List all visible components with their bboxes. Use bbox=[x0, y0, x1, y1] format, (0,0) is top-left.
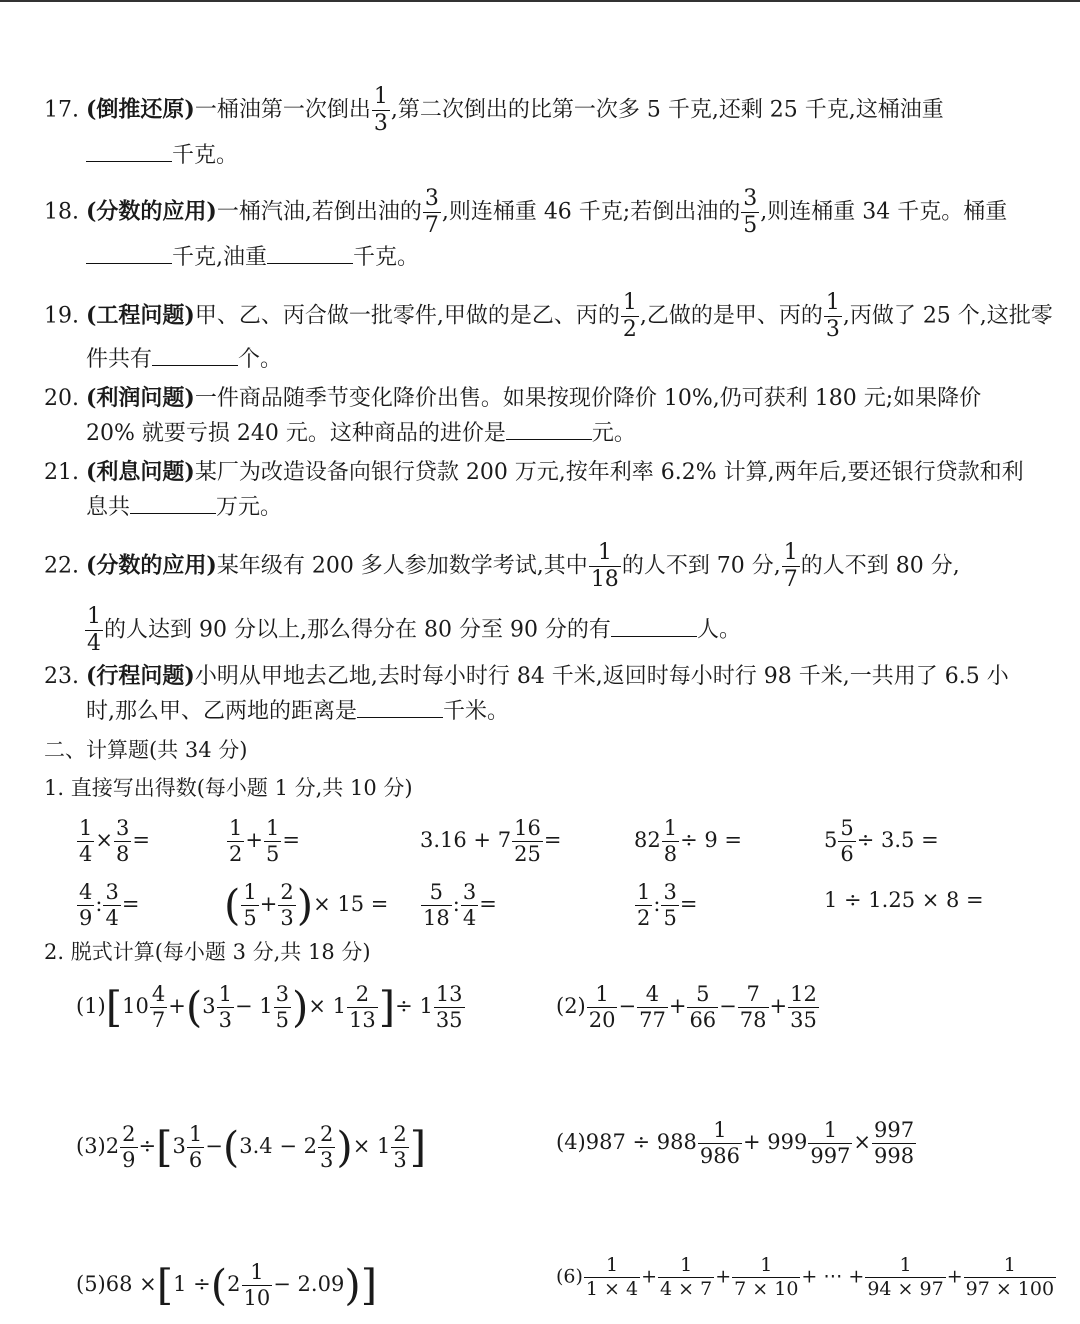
problem-text: 万元。 bbox=[216, 495, 283, 520]
fraction: $\frac{1}{4 \times 7}$ bbox=[660, 1254, 713, 1300]
fraction: $\frac{1}{18}$ bbox=[590, 540, 619, 592]
problem-22-line2 bbox=[84, 606, 741, 655]
problem-text: 的人不到 80 分, bbox=[800, 553, 960, 579]
problem-text: 的人不到 70 分, bbox=[621, 553, 781, 579]
fraction: $\frac{5}{18}$ bbox=[423, 880, 450, 930]
problem-21-line1 bbox=[44, 456, 1024, 489]
problem-20-line2 bbox=[86, 418, 636, 450]
problem-tag: (倒推还原) bbox=[86, 96, 195, 123]
problem-text: 千克。 bbox=[353, 245, 420, 270]
problem-18-line2 bbox=[86, 242, 419, 274]
problem-tag: (利润问题) bbox=[86, 385, 195, 411]
fraction: $\frac{1}{6}$ bbox=[188, 1122, 203, 1172]
oral-expression: 1 ÷ 1.25 × 8 = bbox=[824, 888, 984, 912]
problem-text: 的人达到 90 分以上,那么得分在 80 分至 90 分的有 bbox=[104, 617, 611, 643]
calc-expression-5: (5)68 ×[1 ÷(2 $\frac{1}{10}$ − 2.09)] bbox=[76, 1260, 378, 1310]
answer-blank[interactable] bbox=[506, 419, 592, 440]
fraction: $\frac{7}{78}$ bbox=[739, 982, 767, 1032]
calc-expression-4: (4)987 ÷ 988 $\frac{1}{986}$ + 999 $\frac{1}{997}$ × $\frac{997}{998}$ bbox=[556, 1118, 915, 1168]
problem-number: 19. bbox=[44, 303, 79, 329]
problem-text: ,乙做的是甲、丙的 bbox=[639, 303, 823, 329]
fraction: $\frac{1}{997}$ bbox=[810, 1118, 851, 1168]
problem-tag: (分数的应用) bbox=[86, 198, 217, 225]
fraction: $\frac{1}{2}$ bbox=[637, 880, 651, 930]
problem-text: 一桶汽油,若倒出油的 bbox=[216, 199, 422, 225]
fraction: $\frac{13}{35}$ bbox=[435, 982, 463, 1032]
answer-blank[interactable] bbox=[86, 141, 172, 162]
problem-17-line1 bbox=[44, 86, 944, 135]
problem-text: 件共有 bbox=[86, 347, 153, 372]
problem-text: 一桶油第一次倒出 bbox=[194, 97, 371, 123]
fraction: $\frac{4}{9}$ bbox=[79, 880, 93, 930]
problem-number: 23. bbox=[44, 664, 79, 689]
fraction: $\frac{12}{35}$ bbox=[790, 982, 817, 1032]
answer-blank[interactable] bbox=[267, 243, 353, 264]
fraction: $\frac{997}{998}$ bbox=[874, 1118, 915, 1168]
problem-text: 个。 bbox=[238, 347, 283, 372]
fraction: $\frac{16}{25}$ bbox=[514, 816, 541, 866]
oral-expression: ( $\frac{1}{5}$ + $\frac{2}{3}$ )× 15 = bbox=[224, 880, 389, 930]
problem-21-line2 bbox=[86, 492, 282, 524]
oral-expression: $\frac{1}{4}$ × $\frac{3}{8}$ = bbox=[79, 816, 150, 866]
problem-20-line1 bbox=[44, 382, 981, 415]
fraction: $\frac{3}{5}$ bbox=[275, 982, 290, 1032]
oral-expression: $\frac{1}{2}$ : $\frac{3}{5}$ = bbox=[637, 880, 698, 930]
oral-expression: 82 $\frac{1}{8}$ ÷ 9 = bbox=[634, 816, 743, 866]
fraction: $\frac{5}{6}$ bbox=[840, 816, 854, 866]
problem-text: 人。 bbox=[696, 617, 741, 643]
problem-18-line1 bbox=[44, 188, 1007, 237]
oral-expression: 5 $\frac{5}{6}$ ÷ 3.5 = bbox=[824, 816, 939, 866]
problem-text: 千克,油重 bbox=[172, 245, 267, 270]
calc-expression-2: (2) $\frac{1}{20}$ − $\frac{4}{77}$ + $\frac{5}{66}$ − $\frac{7}{78}$ + $\frac{12}{35}$ bbox=[556, 982, 817, 1032]
fraction: $\frac{4}{7}$ bbox=[151, 982, 166, 1032]
problem-text: 息共 bbox=[86, 495, 131, 520]
fraction: $\frac{3}{7}$ bbox=[424, 186, 439, 238]
fraction: $\frac{4}{77}$ bbox=[639, 982, 666, 1032]
problem-23-line2 bbox=[86, 696, 509, 728]
fraction: $\frac{3}{8}$ bbox=[115, 816, 130, 866]
calc-expression-1: (1)[10 $\frac{4}{7}$ +(3 $\frac{1}{3}$ − 1 $\frac{3}{5}$ )× 1 $\frac{2}{13}$ ]÷ 1 $\frac{13}{35}$ bbox=[76, 982, 463, 1032]
fraction: $\frac{1}{7 \times 10}$ bbox=[734, 1254, 799, 1300]
problem-text: 时,那么甲、乙两地的距离是 bbox=[86, 699, 357, 724]
problem-text: 千克。 bbox=[172, 143, 239, 168]
fraction: $\frac{1}{3}$ bbox=[373, 84, 388, 136]
problem-19-line1 bbox=[44, 292, 1053, 341]
problem-text: 20% 就要亏损 240 元。这种商品的进价是 bbox=[86, 421, 506, 446]
fraction: $\frac{1}{2}$ bbox=[229, 816, 243, 866]
fraction: $\frac{1}{5}$ bbox=[243, 880, 257, 930]
problem-number: 17. bbox=[44, 97, 79, 123]
problem-tag: (分数的应用) bbox=[86, 552, 217, 579]
fraction: $\frac{1}{97 \times 100}$ bbox=[965, 1254, 1055, 1300]
top-border bbox=[0, 0, 1080, 2]
problem-text: ,则连桶重 46 千克;若倒出油的 bbox=[441, 199, 741, 225]
fraction: $\frac{3}{5}$ bbox=[743, 186, 758, 238]
fraction: $\frac{2}{13}$ bbox=[349, 982, 376, 1032]
fraction: $\frac{1}{8}$ bbox=[663, 816, 678, 866]
oral-expression: $\frac{1}{2}$ + $\frac{1}{5}$ = bbox=[229, 816, 300, 866]
calc-expression-6: (6) $\frac{1}{1 \times 4}$ + $\frac{1}{4 \times 7}$ + $\frac{1}{7 \times 10}$ + ⋯ + $\frac{1}{94 \times 97}$ + $\frac{1}{97 \times 100}$ bbox=[556, 1254, 1055, 1300]
problem-number: 20. bbox=[44, 386, 79, 411]
problem-tag: (行程问题) bbox=[86, 663, 195, 689]
problem-17-line2 bbox=[86, 140, 238, 172]
calc-expression-3: (3)2 $\frac{2}{9}$ ÷[3 $\frac{1}{6}$ −(3.4 − 2 $\frac{2}{3}$ )× 1 $\frac{2}{3}$ ] bbox=[76, 1122, 427, 1172]
problem-text: ,第二次倒出的比第一次多 5 千克,还剩 25 千克,这桶油重 bbox=[390, 97, 944, 123]
oral-expression: $\frac{5}{18}$ : $\frac{3}{4}$ = bbox=[423, 880, 497, 930]
answer-blank[interactable] bbox=[130, 493, 216, 514]
problem-tag: (工程问题) bbox=[86, 302, 195, 329]
fraction: $\frac{2}{3}$ bbox=[319, 1122, 334, 1172]
answer-blank[interactable] bbox=[152, 345, 238, 366]
fraction: $\frac{1}{10}$ bbox=[243, 1260, 271, 1310]
fraction: $\frac{1}{1 \times 4}$ bbox=[585, 1254, 639, 1300]
fraction: $\frac{3}{4}$ bbox=[105, 880, 119, 930]
problem-number: 21. bbox=[44, 460, 79, 485]
fraction: $\frac{1}{7}$ bbox=[783, 540, 798, 592]
fraction: $\frac{3}{4}$ bbox=[462, 880, 477, 930]
problem-text: 某厂为改造设备向银行贷款 200 万元,按年利率 6.2% 计算,两年后,要还银行贷款和利 bbox=[194, 460, 1024, 485]
fraction: $\frac{1}{20}$ bbox=[588, 982, 616, 1032]
problem-text: 某年级有 200 多人参加数学考试,其中 bbox=[216, 553, 588, 579]
problem-text: 甲、乙、丙合做一批零件,甲做的是乙、丙的 bbox=[194, 303, 620, 329]
problem-text: ,则连桶重 34 千克。桶重 bbox=[760, 199, 1008, 225]
fraction: $\frac{1}{3}$ bbox=[825, 290, 840, 342]
section-title: 二、计算题(共 34 分) bbox=[44, 738, 248, 762]
problem-text: 小明从甲地去乙地,去时每小时行 84 千米,返回时每小时行 98 千米,一共用了 6.5 小 bbox=[194, 664, 1009, 689]
fraction: $\frac{1}{986}$ bbox=[699, 1118, 740, 1168]
problem-19-line2 bbox=[86, 344, 282, 376]
fraction: $\frac{1}{4}$ bbox=[87, 604, 101, 656]
problem-number: 22. bbox=[44, 553, 79, 579]
oral-expression: $\frac{4}{9}$ : $\frac{3}{4}$ = bbox=[79, 880, 140, 930]
fraction: $\frac{5}{66}$ bbox=[689, 982, 717, 1032]
problem-text: 一件商品随季节变化降价出售。如果按现价降价 10%,仍可获利 180 元;如果降价 bbox=[194, 386, 982, 411]
answer-blank[interactable] bbox=[86, 243, 172, 264]
problem-text: 千米。 bbox=[443, 699, 510, 724]
fraction: $\frac{3}{5}$ bbox=[663, 880, 677, 930]
subsection-title: 2. 脱式计算(每小题 3 分,共 18 分) bbox=[44, 940, 371, 964]
problem-text: ,丙做了 25 个,这批零 bbox=[842, 303, 1053, 329]
problem-number: 18. bbox=[44, 199, 79, 225]
subsection-title: 1. 直接写出得数(每小题 1 分,共 10 分) bbox=[44, 776, 413, 800]
problem-tag: (利息问题) bbox=[86, 459, 195, 485]
fraction: $\frac{2}{3}$ bbox=[393, 1122, 407, 1172]
fraction: $\frac{2}{9}$ bbox=[122, 1122, 136, 1172]
problem-23-line1 bbox=[44, 660, 1009, 693]
answer-blank[interactable] bbox=[357, 697, 443, 718]
fraction: $\frac{1}{2}$ bbox=[622, 290, 637, 342]
problem-text: 元。 bbox=[591, 421, 636, 446]
answer-blank[interactable] bbox=[611, 616, 697, 637]
fraction: $\frac{1}{94 \times 97}$ bbox=[867, 1254, 944, 1300]
fraction: $\frac{1}{5}$ bbox=[265, 816, 280, 866]
fraction: $\frac{1}{4}$ bbox=[79, 816, 93, 866]
fraction: $\frac{2}{3}$ bbox=[280, 880, 294, 930]
problem-22-line1 bbox=[44, 542, 960, 591]
fraction: $\frac{1}{3}$ bbox=[218, 982, 232, 1032]
oral-expression: 3.16 + 7 $\frac{16}{25}$ = bbox=[420, 816, 562, 866]
